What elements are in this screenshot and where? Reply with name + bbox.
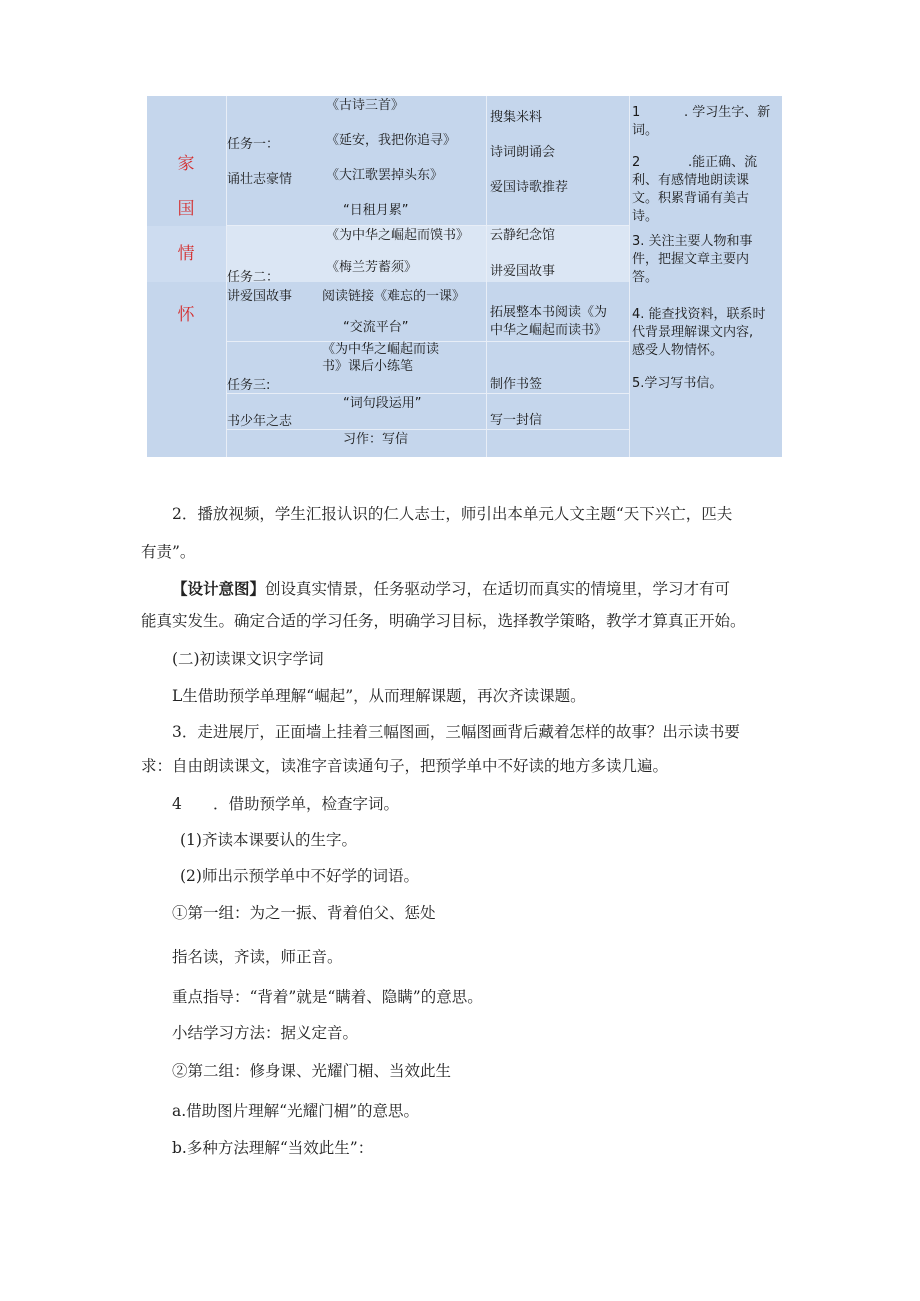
goal-text: 3. 关注主要人物和事 (632, 234, 753, 249)
word-group: ②第二组：修身课、光耀门楣、当效此生 (172, 1062, 452, 1080)
paragraph: 有责”。 (141, 543, 196, 561)
grid-line (629, 96, 630, 457)
task1-activity: 爱国诗歌推荐 (490, 180, 569, 195)
paragraph: a.借助图片理解“光耀门楣”的意思。 (172, 1102, 420, 1120)
goal-text: 感受人物情怀。 (632, 343, 724, 358)
paragraph: 指名读，齐读，师正音。 (172, 948, 343, 966)
goal-text: 2 (632, 155, 641, 170)
task3-reading: 《为中华之崛起而读 (322, 342, 440, 357)
task2-reading: “交流平台” (343, 320, 409, 335)
word-group: ①第一组：为之一振、背着伯父、惩处 (172, 904, 436, 922)
task2-activity: 中华之崛起而读书》 (490, 323, 608, 338)
paragraph: 求：自由朗读课文，读准字音读通句子，把预学单中不好读的地方多读几遍。 (141, 757, 669, 775)
goal-text: 词。 (632, 123, 659, 138)
task1-activity: 诗词朗诵会 (490, 145, 556, 160)
goal-text: 答。 (632, 270, 659, 285)
task1-reading: 《古诗三首》 (326, 98, 405, 113)
goal-text: 1 (632, 105, 641, 120)
task1-reading: “日租月累” (343, 203, 409, 218)
task3-reading: 书》课后小练笔 (322, 359, 414, 374)
task2-activity: 拓展整本书阅读《为 (490, 305, 608, 320)
grid-line (226, 393, 629, 394)
task3-activity: 写一封信 (490, 413, 543, 428)
design-intent (172, 578, 730, 600)
goal-text: .能正确、流 (688, 155, 758, 170)
task3-activity: 制作书签 (490, 377, 543, 392)
paragraph: ．借助预学单，检查字词。 (213, 795, 400, 813)
task1-title: 诵壮志豪情 (227, 172, 293, 187)
goal-text: . 学习生字、新 (684, 105, 771, 120)
sub-item: (2)师出示预学单中不好学的词语。 (180, 867, 419, 885)
goal-text: 利、有感情地朗读课 (632, 173, 750, 188)
goal-text: 诗。 (632, 209, 659, 224)
task2-reading: 阅读链接《难忘的一课》 (322, 289, 466, 304)
task1-reading: 《大江歌罢掉头东》 (326, 168, 444, 183)
task2-title: 讲爱国故事 (227, 289, 293, 304)
task2-name: 任务二： (227, 270, 280, 285)
paragraph: L生借助预学单理解“崛起”，从而理解课题，再次齐读课题。 (172, 687, 586, 705)
goal-text: 文。积累背诵有美古 (632, 191, 750, 206)
goal-text: 4. 能查找资料，联系时 (632, 307, 766, 322)
task3-name: 任务三: (227, 378, 271, 393)
grid-line (486, 96, 487, 457)
paragraph: b.多种方法理解“当效此生”： (172, 1139, 374, 1157)
paragraph: 能真实发生。确定合适的学习任务，明确学习目标，选择教学策略，教学才算真正开始。 (141, 612, 746, 630)
section-heading: (二)初读课文识字学词 (172, 650, 324, 668)
paragraph: 重点指导：“背着”就是“瞒着、隐瞒”的意思。 (172, 988, 483, 1006)
theme-char: 怀 (177, 305, 195, 325)
theme-char: 情 (177, 244, 195, 264)
task1-reading: 《延安，我把你追寻》 (326, 133, 457, 148)
task2-activity: 云静纪念馆 (490, 228, 556, 243)
task1-name: 任务一： (227, 137, 280, 152)
task2-reading: 《为中华之崛起而馍书》 (326, 228, 470, 243)
goal-text: 5.学习写书信。 (632, 376, 723, 391)
task3-reading: 习作：写信 (343, 432, 409, 447)
task3-reading: “词句段运用” (343, 396, 422, 411)
sub-item: (1)齐读本课要认的生字。 (180, 831, 357, 849)
task2-reading: 《梅兰芳蓄须》 (326, 260, 418, 275)
design-intent-text: 创设真实情景，任务驱动学习，在适切而真实的情境里，学习才有可 (265, 580, 731, 598)
task2-activity: 讲爱国故事 (490, 264, 556, 279)
paragraph: 2．播放视频，学生汇报认识的仁人志士，师引出本单元人文主题“天下兴亡，匹夫 (172, 505, 733, 523)
paragraph: 小结学习方法：据义定音。 (172, 1024, 359, 1042)
paragraph: 3．走进展厅，正面墙上挂着三幅图画，三幅图画背后藏着怎样的故事？出示读书要 (172, 723, 740, 741)
task1-activity: 搜集米料 (490, 110, 543, 125)
theme-char: 家 (177, 154, 195, 174)
goal-text: 代背景理解课文内容, (632, 325, 754, 340)
task3-title: 书少年之志 (227, 414, 293, 429)
design-intent-label: 【设计意图】 (172, 579, 266, 598)
theme-char: 国 (177, 199, 195, 219)
task-table (147, 96, 782, 457)
step-number: 4 (172, 795, 182, 813)
goal-text: 件，把握文章主要内 (632, 252, 750, 267)
grid-line (226, 225, 629, 226)
